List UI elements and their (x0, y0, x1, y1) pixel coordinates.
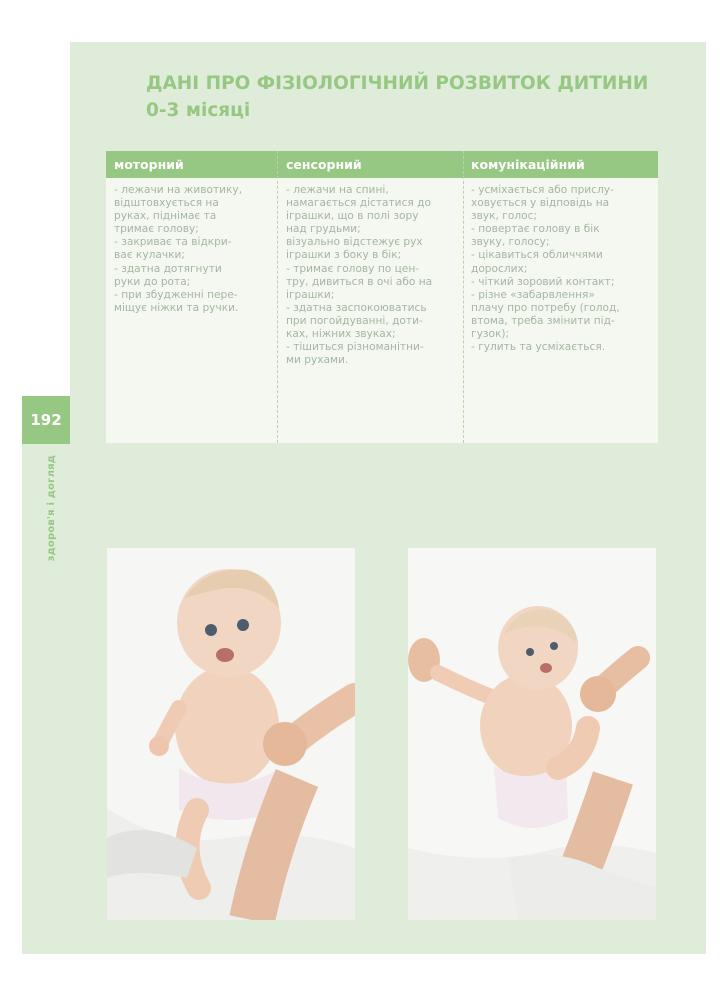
column-line: - здатна дотягнути (114, 262, 222, 275)
column-line: руки до рота; (114, 275, 191, 288)
column-line: іграшки, що в полі зору (286, 210, 419, 223)
column-line: іграшки з боку в бік; (286, 249, 402, 262)
column-body (278, 178, 463, 443)
column-line: відштовхується на (114, 197, 219, 210)
title-line-2: 0-3 місяці (146, 100, 251, 121)
column-line: - цікавиться обличчями (471, 249, 603, 262)
column-line: ховується у відповідь на (471, 197, 610, 210)
column-line: - лежачи на животику, (114, 184, 243, 196)
column-line: тру, дивиться в очі або на (286, 275, 433, 288)
column-line: іграшки; (286, 288, 335, 301)
column-line: ках, ніжних звуках; (286, 328, 396, 341)
column-line: - тішиться різноманітни- (286, 341, 424, 354)
column-divider (277, 151, 278, 443)
column-body (463, 178, 658, 443)
column-line: - здатна заспокоюватись (286, 301, 427, 314)
column-line: гузок); (471, 328, 510, 341)
baby-photo-left-illustration (107, 548, 355, 920)
column-line: - тримає голову по цен- (286, 262, 420, 275)
column-line: при погойдуванні, доти- (286, 314, 423, 327)
column-sensory (278, 151, 463, 443)
section-label: здоров'я і догляд (46, 455, 57, 562)
column-line: руках, піднімає та (114, 210, 217, 223)
column-line: - при збудженні пере- (114, 288, 238, 301)
column-line: над грудьми; (286, 223, 361, 236)
column-communication (463, 151, 658, 443)
column-body (106, 178, 278, 443)
column-header: моторний (106, 151, 278, 178)
development-table (106, 151, 658, 443)
column-header: комунікаційний (463, 151, 658, 178)
column-line: - гулить та усміхається. (471, 341, 606, 354)
column-header: сенсорний (278, 151, 463, 178)
baby-photo-left (107, 548, 355, 920)
column-line: дорослих; (471, 262, 528, 275)
column-line: - повертає голову в бік (471, 223, 600, 236)
column-divider (463, 151, 464, 443)
column-line: міщує ніжки та ручки. (114, 301, 239, 314)
column-line: тримає голову; (114, 223, 199, 236)
column-line: намагається дістатися до (286, 197, 431, 210)
column-line: звук, голос; (471, 210, 537, 223)
column-line: візуально відстежує рух (286, 236, 423, 249)
title-line-1: ДАНІ ПРО ФІЗІОЛОГІЧНИЙ РОЗВИТОК ДИТИНИ (146, 73, 649, 94)
column-motor (106, 151, 278, 443)
page-title (146, 70, 686, 124)
column-line: - лежачи на спині, (286, 184, 389, 196)
column-line: втома, треба змінити під- (471, 314, 615, 327)
column-line: - усміхається або прислу- (471, 184, 614, 196)
column-line: - чіткий зоровий контакт; (471, 275, 615, 288)
baby-photo-right-illustration (408, 548, 656, 920)
column-line: плачу про потребу (голод, (471, 301, 620, 314)
column-line: звуку, голосу; (471, 236, 550, 249)
page-number: 192 (22, 396, 70, 444)
column-line: ми рухами. (286, 354, 349, 367)
column-line: ває кулачки; (114, 249, 185, 262)
column-line: - закриває та відкри- (114, 236, 232, 249)
baby-photo-right (408, 548, 656, 920)
column-line: - різне «забарвлення» (471, 288, 595, 301)
